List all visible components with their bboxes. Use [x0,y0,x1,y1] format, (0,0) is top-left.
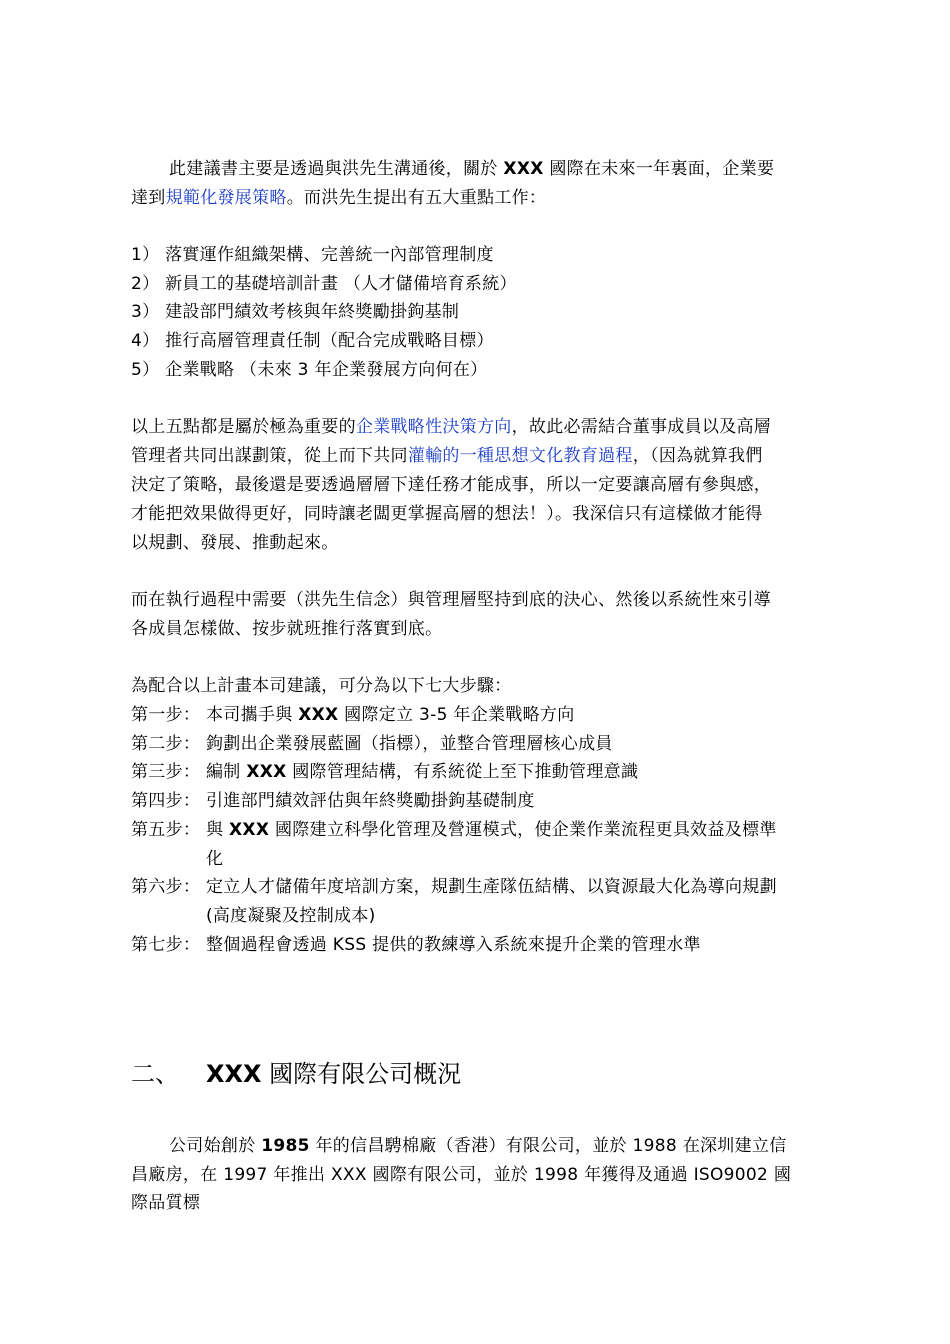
company-name: XXX [246,762,287,782]
step-text: 國際定立 3-5 年企業戰略方向 [338,705,575,725]
company-line-1 [169,1132,787,1161]
para2-line: 才能把效果做得更好，同時讓老闆更掌握高層的想法！）。我深信只有這樣做才能得 [131,504,763,524]
founding-year: 1985 [261,1136,310,1156]
step-label: 第三步： [131,762,201,782]
company-name: XXX [298,705,339,725]
highlight-text: 企業戰略性決策方向 [355,417,512,437]
step-label: 第一步： [131,705,201,725]
step-text: 定立人才儲備年度培訓方案，規劃生產隊伍結構、以資源最大化為導向規劃 [206,877,777,897]
step-2 [131,730,613,759]
para-text: 年的信昌騁棉廠（香港）有限公司，並於 1988 在深圳建立信 [309,1136,787,1156]
company-line-2: 昌廠房，在 1997 年推出 XXX 國際有限公司，並於 1998 年獲得及通過 ISO9002 國 [131,1165,792,1185]
step-text: 本司攜手與 [206,705,299,725]
task-item: 4） 推行高層管理責任制（配合完成戰略目標） [131,331,494,351]
step-text: 整個過程會透過 KSS 提供的教練導入系統來提升企業的管理水準 [206,935,701,955]
intro-line-1 [169,155,774,184]
step-label: 第六步： [131,877,201,897]
step-7 [131,931,701,960]
para3-line: 各成員怎樣做、按步就班推行落實到底。 [131,619,443,639]
section-title: 國際有限公司概況 [261,1060,462,1088]
step-label: 第二步： [131,734,201,754]
step-5 [131,816,777,845]
intro-text: 。而洪先生提出有五大重點工作： [286,188,547,208]
step-text: 鉤劃出企業發展藍圖（指標），並整合管理層核心成員 [206,734,613,754]
task-item: 2） 新員工的基礎培訓計畫 （人才儲備培育系統） [131,274,517,294]
step-label: 第四步： [131,791,201,811]
section-heading [131,1057,461,1091]
step-3 [131,758,638,787]
company-name: XXX [503,159,544,179]
intro-text: 此建議書主要是透過與洪先生溝通後，關於 [169,159,504,179]
para2-line [131,442,763,471]
para-text: 管理者共同出謀劃策，從上而下共同 [131,446,408,466]
step-5-continuation: 化 [206,849,224,869]
para-text: 公司始創於 [169,1136,262,1156]
para-text: ，（因為就算我們 [632,446,763,466]
para2-line [131,413,771,442]
step-4 [131,787,535,816]
steps-intro: 為配合以上計畫本司建議，可分為以下七大步驟： [131,676,512,696]
step-text: 引進部門績效評估與年終獎勵掛鉤基礎制度 [206,791,535,811]
para-text: ，故此必需結合董事成員以及高層 [511,417,772,437]
highlight-text: 灌輸的一種思想文化教育過程 [407,446,633,466]
step-text: 編制 [206,762,247,782]
step-6 [131,873,777,902]
task-item: 5） 企業戰略 （未來 3 年企業發展方向何在） [131,360,488,380]
task-item: 1） 落實運作組織架構、完善統一內部管理制度 [131,245,494,265]
intro-text: 國際在未來一年裏面，企業要 [543,159,775,179]
step-text: 國際建立科學化管理及營運模式，使企業作業流程更具效益及標準 [269,820,777,840]
para2-line: 決定了策略，最後還是要透過層層下達任務才能成事，所以一定要讓高層有參與感， [131,475,772,495]
para2-line: 以規劃、發展、推動起來。 [131,533,339,553]
company-name: XXX [206,1060,262,1088]
para3-line: 而在執行過程中需要（洪先生信念）與管理層堅持到底的決心、然後以系統性來引導 [131,590,772,610]
highlight-text: 規範化發展策略 [165,188,287,208]
step-label: 第七步： [131,935,201,955]
step-text: 國際管理結構，有系統從上至下推動管理意識 [286,762,639,782]
step-text: 與 [206,820,230,840]
intro-line-2 [131,184,546,213]
step-6-continuation: (高度凝聚及控制成本) [206,906,376,926]
company-name: XXX [229,820,270,840]
company-line-3: 際品質標 [131,1193,201,1213]
step-label: 第五步： [131,820,201,840]
section-number: 二、 [131,1060,179,1088]
step-1 [131,701,575,730]
para-text: 以上五點都是屬於極為重要的 [131,417,356,437]
task-item: 3） 建設部門績效考核與年終獎勵掛鉤基制 [131,302,460,322]
intro-text: 達到 [131,188,166,208]
